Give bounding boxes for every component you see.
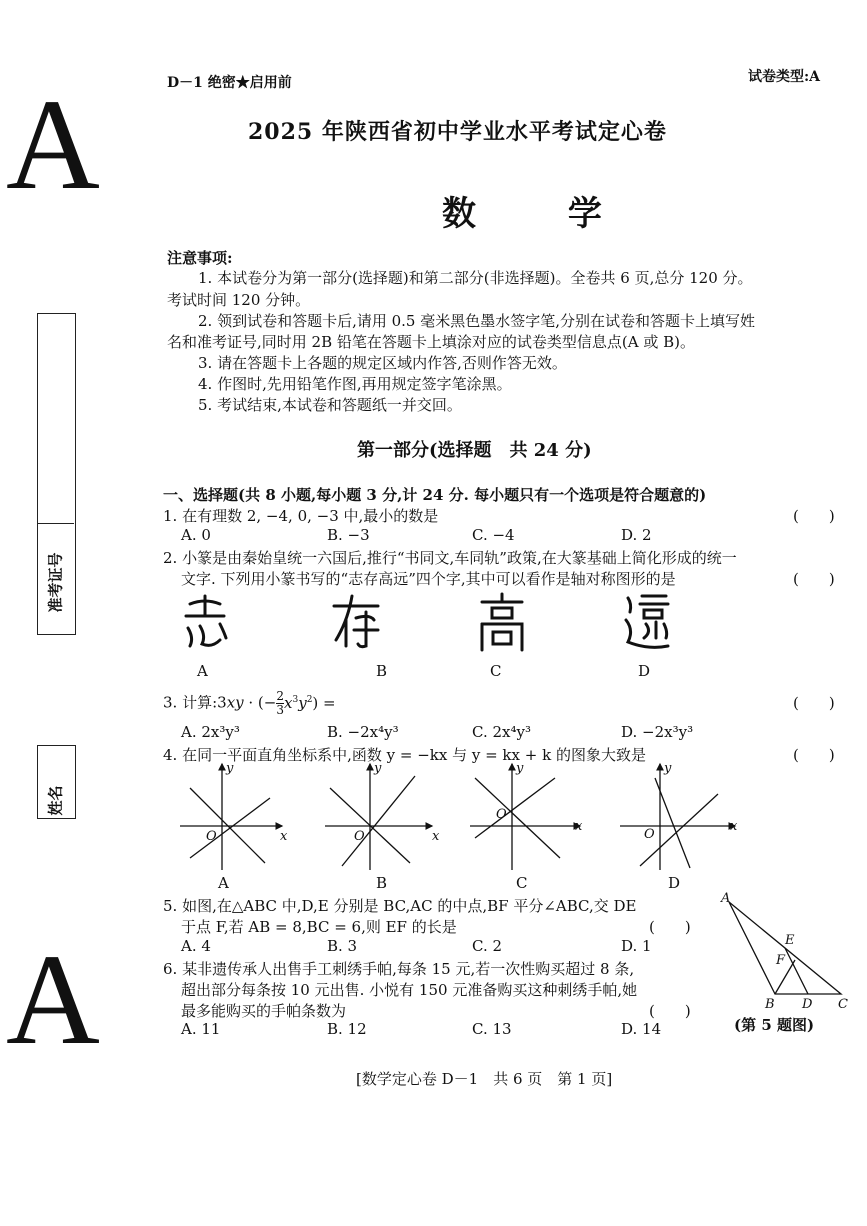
q3-option-a: A. 2x³y³ [181,723,240,741]
q1-stem: 1. 在有理数 2, −4, 0, −3 中,最小的数是 [163,507,439,525]
q6-option-c: C. 13 [472,1020,512,1038]
q2-stem-line2: 文字. 下列用小篆书写的“志存高远”四个字,其中可以看作是轴对称图形的是 [181,570,676,588]
seal-glyph-gao [476,592,528,652]
q3-option-d: D. −2x³y³ [621,723,694,741]
q4-option-d: D [668,874,681,892]
q1-option-b: B. −3 [327,526,370,544]
q6-option-a: A. 11 [181,1020,221,1038]
q6-stem-line3: 最多能购买的手帕条数为 [181,1002,347,1020]
q2-option-c: C [490,662,502,680]
q5-stem-line1: 5. 如图,在△ABC 中,D,E 分别是 BC,AC 的中点,BF 平分∠ABC,交 DE [163,897,637,915]
q5-figure-caption: (第 5 题图) [734,1016,815,1034]
origin-label: O [644,827,655,842]
q5-triangle-figure [715,890,855,1010]
notes-item: 考试时间 120 分钟。 [167,291,311,309]
page-title: 2025 年陕西省初中学业水平考试定心卷 [248,119,667,145]
q4-option-b: B [376,874,388,892]
origin-label: O [354,829,365,844]
q4-stem: 4. 在同一平面直角坐标系中,函数 y = −kx 与 y = kx + k 的图象大致是 [163,746,646,764]
q3-option-b: B. −2x⁴y³ [327,723,399,741]
axis-label-y: y [516,761,524,776]
q2-option-d: D [638,662,651,680]
part1-instruction: 一、选择题(共 8 小题,每小题 3 分,计 24 分. 每小题只有一个选项是符合题意的) [163,486,707,504]
q3-stem-text: 3. 计算:3xy · (− [163,693,277,712]
answer-paren: ( ) [793,507,835,525]
answer-paren: ( ) [793,570,835,588]
margin-letter-bottom: A [6,928,100,1072]
notes-item: 1. 本试卷分为第一部分(选择题)和第二部分(非选择题)。全卷共 6 页,总分 120 分。 [198,269,753,287]
axis-label-y: y [664,761,672,776]
notes-item: 4. 作图时,先用铅笔作图,再用规定签字笔涂黑。 [198,375,512,393]
name-label: 姓名 [46,785,65,816]
q5-option-c: C. 2 [472,937,503,955]
point-label-f: F [776,953,786,968]
seal-glyph-yuan [622,590,672,652]
axis-label-y: y [374,761,382,776]
axis-label-x: x [280,829,288,844]
point-label-b: B [765,997,775,1010]
answer-paren: ( ) [793,694,835,712]
point-label-c: C [838,997,848,1010]
q1-option-c: C. −4 [472,526,515,544]
exam-id-divider [37,523,74,524]
axis-label-x: x [730,819,738,834]
q1-option-d: D. 2 [621,526,652,544]
seal-glyph-cun [330,590,385,652]
q3-fraction: $\frac{2}{3}$ [276,689,284,717]
answer-paren: ( ) [649,918,691,936]
q6-option-d: D. 14 [621,1020,662,1038]
origin-label: O [206,829,217,844]
axis-label-x: x [575,819,583,834]
notes-item: 5. 考试结束,本试卷和答题纸一并交回。 [198,396,462,414]
point-label-d: D [802,997,813,1010]
subject-title: 数 学 [442,194,642,234]
q5-option-d: D. 1 [621,937,652,955]
q2-option-b: B [376,662,388,680]
margin-letter-top: A [6,73,100,217]
seal-glyph-zhi [180,592,230,652]
q4-option-c: C [516,874,528,892]
q6-stem-line1: 6. 某非遗传承人出售手工刺绣手帕,每条 15 元,若一次性购买超过 8 条, [163,960,635,978]
answer-paren: ( ) [649,1002,691,1020]
q2-option-a: A [197,662,208,680]
q2-stem-line1: 2. 小篆是由秦始皇统一六国后,推行“书同文,车同轨”政策,在大篆基础上简化形成的统一 [163,549,737,567]
page-footer: [数学定心卷 D－1 共 6 页 第 1 页] [356,1070,613,1088]
point-label-a: A [721,891,731,906]
origin-label: O [496,807,507,822]
q4-option-a: A [218,874,229,892]
paper-type: 试卷类型:A [748,69,821,85]
q5-option-a: A. 4 [181,937,211,955]
notes-item: 3. 请在答题卡上各题的规定区域内作答,否则作答无效。 [198,354,567,372]
axis-label-y: y [226,761,234,776]
q5-option-b: B. 3 [327,937,358,955]
q3-option-c: C. 2x⁴y³ [472,723,531,741]
q6-stem-line2: 超出部分每条按 10 元出售. 小悦有 150 元准备购买这种刺绣手帕,她 [181,981,638,999]
point-label-e: E [785,933,795,948]
answer-paren: ( ) [793,746,835,764]
q5-stem-line2: 于点 F,若 AB = 8,BC = 6,则 EF 的长是 [181,918,457,936]
q3-stem-tail: $x^3y^2$) = [284,693,336,712]
axis-label-x: x [432,829,440,844]
q6-option-b: B. 12 [327,1020,367,1038]
notes-item: 名和准考证号,同时用 2B 铅笔在答题卡上填涂对应的试卷类型信息点(A 或 B)。 [167,333,695,351]
part1-heading: 第一部分(选择题 共 24 分) [357,440,592,461]
q4-graphs [170,758,750,878]
exam-id-label: 准考证号 [46,552,65,613]
notes-heading: 注意事项: [167,249,233,267]
secret-mark: D－1 绝密★启用前 [167,75,292,91]
q1-option-a: A. 0 [181,526,211,544]
q3-stem [163,690,336,717]
notes-item: 2. 领到试卷和答题卡后,请用 0.5 毫米黑色墨水签字笔,分别在试卷和答题卡上填写姓 [198,312,756,330]
